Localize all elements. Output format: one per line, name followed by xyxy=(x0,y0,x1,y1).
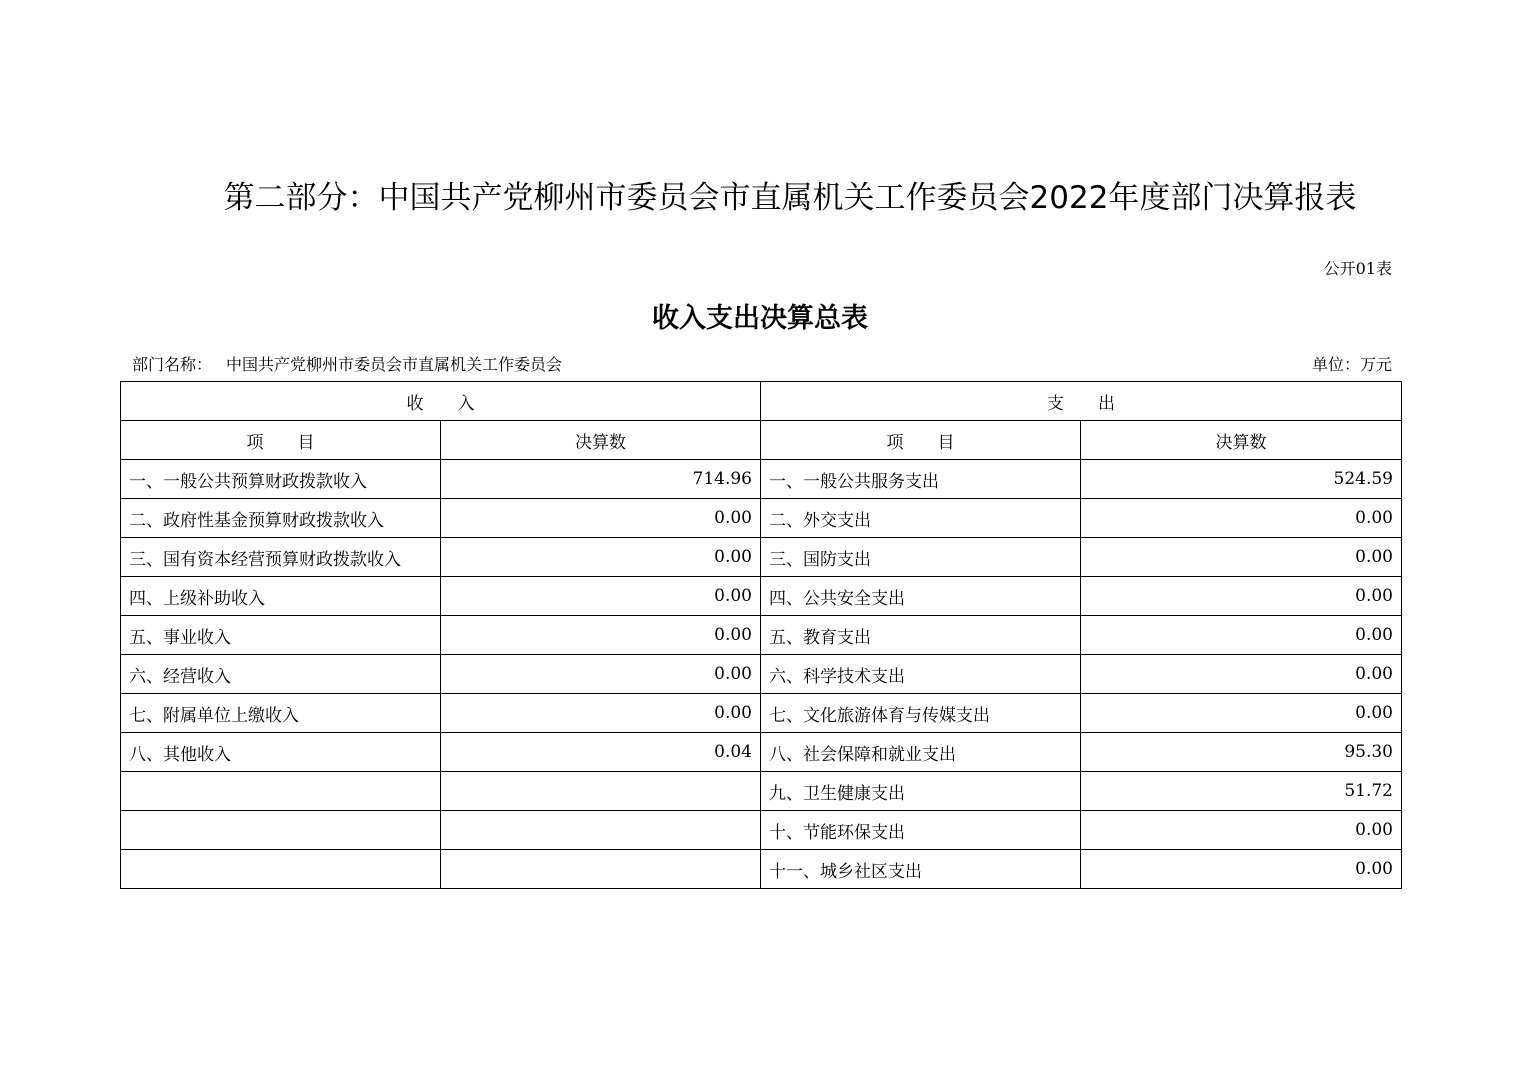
expense-amount-cell: 0.00 xyxy=(1081,811,1402,850)
income-item-cell: 五、事业收入 xyxy=(121,616,441,655)
expense-item-cell: 十、节能环保支出 xyxy=(761,811,1081,850)
income-section-header: 收 入 xyxy=(121,382,761,421)
expense-item-cell: 五、教育支出 xyxy=(761,616,1081,655)
table-row xyxy=(121,577,1402,616)
expense-amount-cell: 0.00 xyxy=(1081,694,1402,733)
expense-amount-cell: 524.59 xyxy=(1081,460,1402,499)
table-row xyxy=(121,811,1402,850)
department-name: 中国共产党柳州市委员会市直属机关工作委员会 xyxy=(226,355,563,374)
table-row xyxy=(121,538,1402,577)
income-amount-cell xyxy=(441,850,761,889)
expense-amount-cell: 0.00 xyxy=(1081,538,1402,577)
income-item-cell xyxy=(121,772,441,811)
income-item-cell: 六、经营收入 xyxy=(121,655,441,694)
income-amount-cell: 0.00 xyxy=(441,499,761,538)
expense-amount-cell: 0.00 xyxy=(1081,616,1402,655)
expense-item-cell: 七、文化旅游体育与传媒支出 xyxy=(761,694,1081,733)
expense-item-cell: 六、科学技术支出 xyxy=(761,655,1081,694)
table-row xyxy=(121,733,1402,772)
unit-label: 单位：万元 xyxy=(1311,355,1392,374)
income-item-cell: 七、附属单位上缴收入 xyxy=(121,694,441,733)
income-amount-cell xyxy=(441,811,761,850)
table-row xyxy=(121,499,1402,538)
income-expense-summary-table xyxy=(120,381,1402,889)
expense-item-cell: 一、一般公共服务支出 xyxy=(761,460,1081,499)
expense-amount-cell: 0.00 xyxy=(1081,655,1402,694)
income-item-cell xyxy=(121,850,441,889)
income-amount-cell: 0.04 xyxy=(441,733,761,772)
income-amount-cell: 0.00 xyxy=(441,616,761,655)
expense-amount-cell: 0.00 xyxy=(1081,577,1402,616)
income-item-cell: 一、一般公共预算财政拨款收入 xyxy=(121,460,441,499)
expense-item-cell: 八、社会保障和就业支出 xyxy=(761,733,1081,772)
expense-item-header: 项 目 xyxy=(761,421,1081,460)
expense-amount-header: 决算数 xyxy=(1081,421,1402,460)
table-row xyxy=(121,616,1402,655)
table-row xyxy=(121,694,1402,733)
expense-amount-cell: 0.00 xyxy=(1081,850,1402,889)
expense-item-cell: 四、公共安全支出 xyxy=(761,577,1081,616)
expense-amount-cell: 51.72 xyxy=(1081,772,1402,811)
income-amount-cell: 0.00 xyxy=(441,694,761,733)
income-item-cell: 四、上级补助收入 xyxy=(121,577,441,616)
expense-item-cell: 九、卫生健康支出 xyxy=(761,772,1081,811)
table-row xyxy=(121,460,1402,499)
form-code: 公开01表 xyxy=(1323,259,1392,278)
table-row xyxy=(121,850,1402,889)
expense-item-cell: 十一、城乡社区支出 xyxy=(761,850,1081,889)
column-header-row xyxy=(121,421,1402,460)
table-row xyxy=(121,772,1402,811)
expense-amount-cell: 0.00 xyxy=(1081,499,1402,538)
expense-item-cell: 三、国防支出 xyxy=(761,538,1081,577)
income-item-cell: 二、政府性基金预算财政拨款收入 xyxy=(121,499,441,538)
income-item-header: 项 目 xyxy=(121,421,441,460)
income-amount-cell xyxy=(441,772,761,811)
expense-item-cell: 二、外交支出 xyxy=(761,499,1081,538)
table-row xyxy=(121,655,1402,694)
expense-amount-cell: 95.30 xyxy=(1081,733,1402,772)
department-label: 部门名称： xyxy=(132,355,213,374)
income-amount-cell: 0.00 xyxy=(441,538,761,577)
summary-table-body xyxy=(121,382,1402,889)
income-amount-cell: 714.96 xyxy=(441,460,761,499)
table-title: 收入支出决算总表 xyxy=(652,303,868,334)
income-item-cell: 三、国有资本经营预算财政拨款收入 xyxy=(121,538,441,577)
income-amount-cell: 0.00 xyxy=(441,655,761,694)
income-item-cell: 八、其他收入 xyxy=(121,733,441,772)
main-title: 第二部分：中国共产党柳州市委员会市直属机关工作委员会2022年度部门决算报表 xyxy=(223,180,1357,216)
department-line xyxy=(132,352,562,375)
income-item-cell xyxy=(121,811,441,850)
section-header-row xyxy=(121,382,1402,421)
income-amount-header: 决算数 xyxy=(441,421,761,460)
income-amount-cell: 0.00 xyxy=(441,577,761,616)
expense-section-header: 支 出 xyxy=(761,382,1402,421)
